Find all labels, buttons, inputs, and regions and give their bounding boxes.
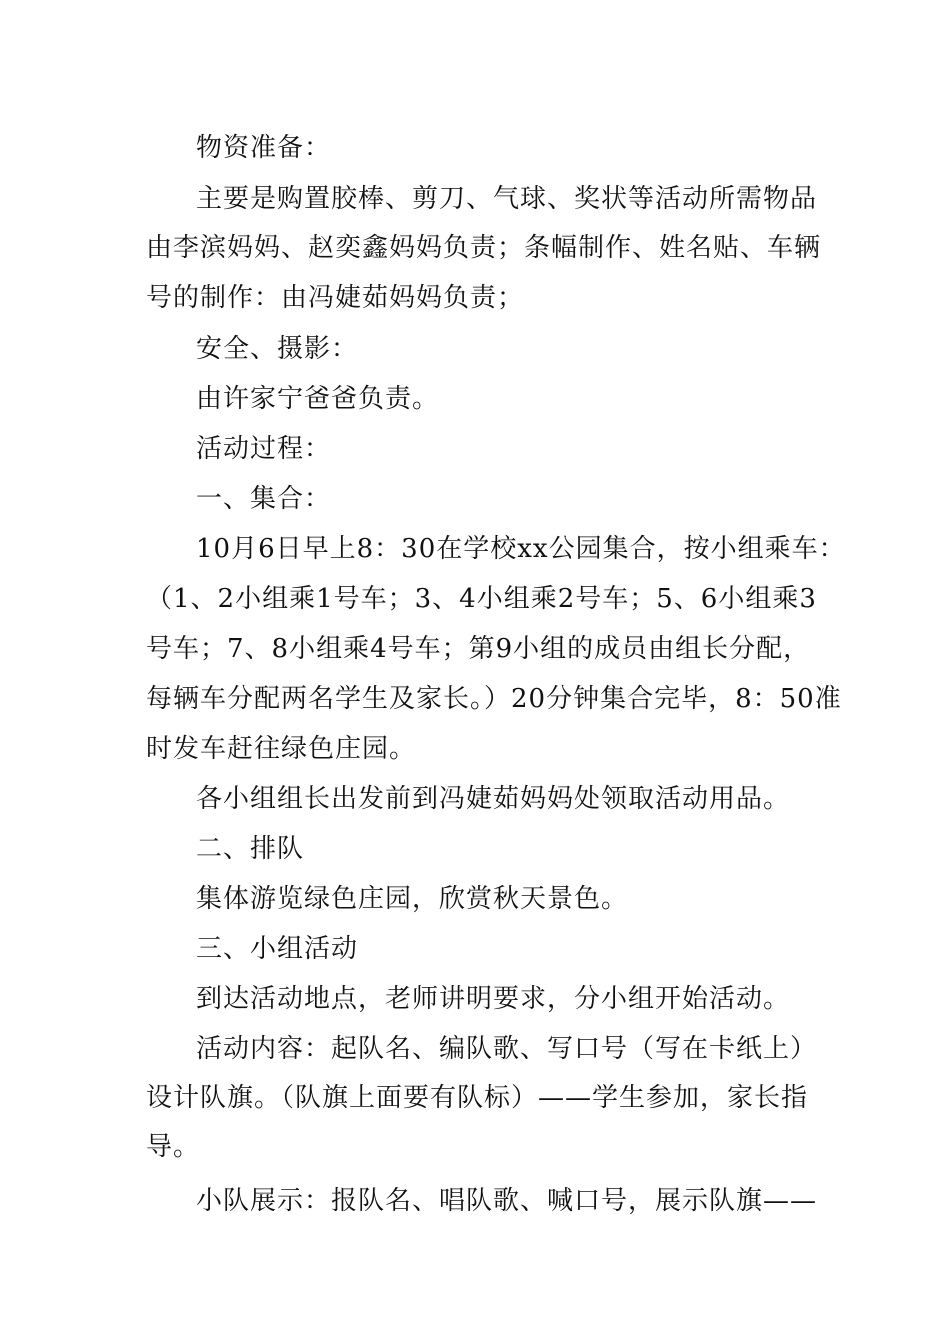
paragraph-line: 小队展示：报队名、唱队歌、喊口号，展示队旗—— bbox=[196, 1186, 818, 1216]
heading-safety: 安全、摄影： bbox=[196, 334, 359, 364]
paragraph-line: 活动内容：起队名、编队歌、写口号（写在卡纸上） bbox=[196, 1034, 818, 1064]
paragraph-line: 设计队旗。（队旗上面要有队标）——学生参加，家长指 bbox=[146, 1083, 809, 1113]
paragraph-line: 时发车赶往绿色庄园。 bbox=[146, 734, 417, 764]
heading-process: 活动过程： bbox=[196, 434, 332, 464]
heading-materials: 物资准备： bbox=[196, 133, 332, 163]
paragraph-line: 号车；7、8小组乘4号车；第9小组的成员由组长分配， bbox=[146, 634, 811, 664]
paragraph-line: 到达活动地点，老师讲明要求，分小组开始活动。 bbox=[196, 984, 791, 1014]
section-heading-group-activity: 三、小组活动 bbox=[196, 934, 359, 964]
paragraph-line: 导。 bbox=[146, 1132, 201, 1162]
paragraph-line: （1、2小组乘1号车；3、4小组乘2号车；5、6小组乘3 bbox=[146, 584, 817, 614]
section-heading-queue: 二、排队 bbox=[196, 834, 305, 864]
paragraph-line: 集体游览绿色庄园，欣赏秋天景色。 bbox=[196, 884, 629, 914]
paragraph-line: 由许家宁爸爸负责。 bbox=[196, 384, 440, 414]
paragraph-line: 主要是购置胶棒、剪刀、气球、奖状等活动所需物品 bbox=[196, 184, 818, 214]
paragraph-line: 10月6日早上8：30在学校xx公园集合，按小组乘车： bbox=[196, 534, 846, 564]
paragraph-line: 各小组组长出发前到冯婕茹妈妈处领取活动用品。 bbox=[196, 784, 791, 814]
paragraph-line: 号的制作：由冯婕茹妈妈负责； bbox=[146, 283, 525, 313]
paragraph-line: 每辆车分配两名学生及家长。）20分钟集合完毕，8：50准 bbox=[146, 684, 842, 714]
paragraph-line: 由李滨妈妈、赵奕鑫妈妈负责；条幅制作、姓名贴、车辆 bbox=[146, 233, 822, 263]
section-heading-gather: 一、集合： bbox=[196, 484, 332, 514]
